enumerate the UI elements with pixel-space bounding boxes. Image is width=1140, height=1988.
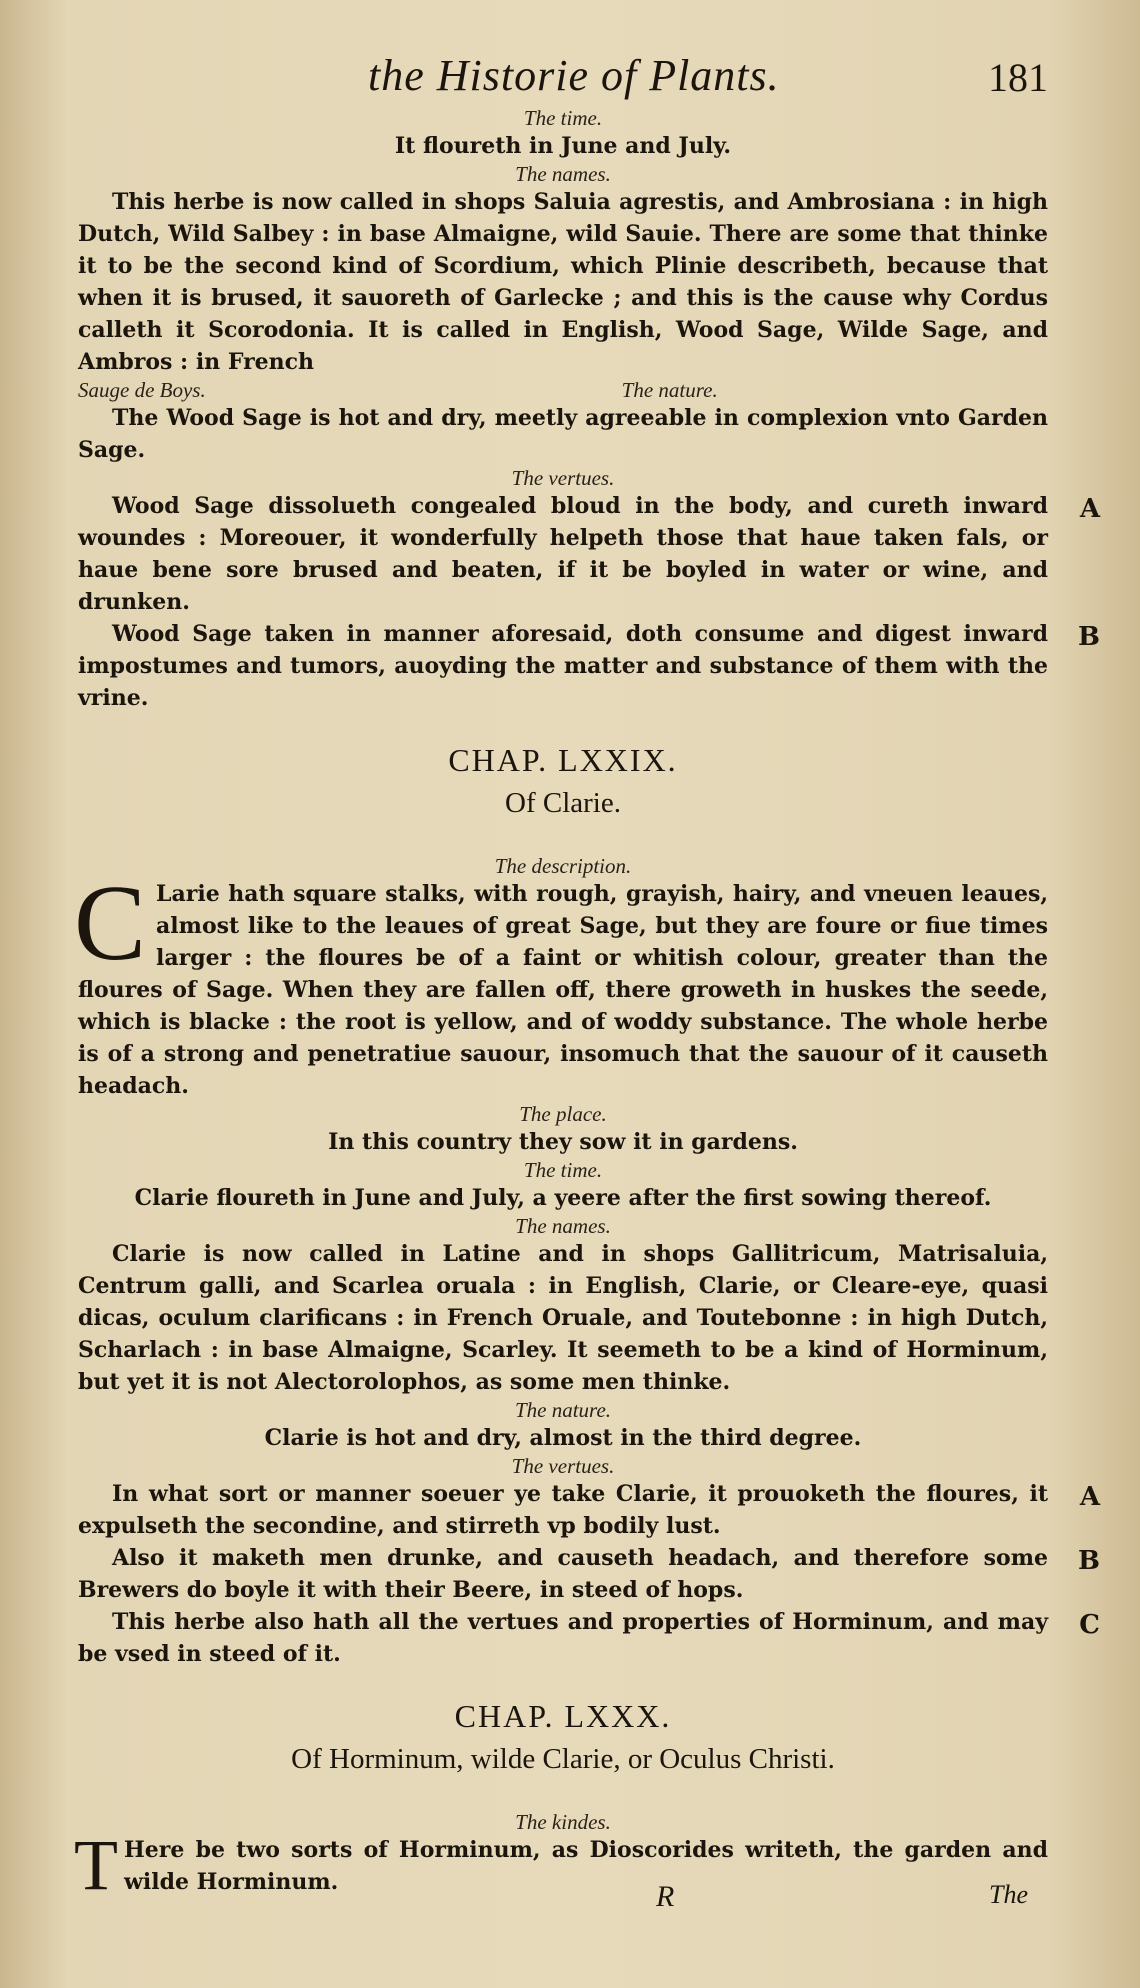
vertue-b — [78, 618, 1100, 714]
section-label-nature: The nature. — [514, 1398, 612, 1422]
vertue-b-text: Wood Sage taken in manner aforesaid, doth consume and digest inward impostumes and tumors, auoyding the matter and substance of them with the vrine. — [78, 621, 1048, 711]
vertue-a — [78, 490, 1100, 618]
names-paragraph: This herbe is now called in shops Saluia agrestis, and Ambrosiana : in high Dutch, Wild Salbey : in base Almaigne, wild Sauie. There are some that thinke it to be the second kind of Scordium, which Plinie describeth, because that when it is brused, it sauoreth of Garlecke ; and this is the cause why Cordus calleth it Scorodonia. It is called in English, Wood Sage, Wilde Sage, and Ambros : in French — [78, 189, 1048, 375]
vertue-b-text: Also it maketh men drunke, and causeth headach, and therefore some Brewers do boyle it with their Beere, in steed of hops. — [78, 1545, 1048, 1603]
section-label-vertues: The vertues. — [511, 466, 615, 490]
running-title: the Historie of Plants. — [368, 51, 780, 100]
section-label-vertues: The vertues. — [511, 1454, 615, 1478]
chapter-heading: CHAP. LXXX. — [454, 1698, 672, 1734]
vertue-b — [78, 1542, 1100, 1606]
section-label-place: The place. — [519, 1102, 607, 1126]
catchword: The — [989, 1880, 1028, 1909]
vertue-c — [78, 1606, 1100, 1670]
section-label-nature: The nature. — [621, 378, 718, 402]
nature-paragraph: The Wood Sage is hot and dry, meetly agreeable in complexion vnto Garden Sage. — [78, 405, 1048, 463]
chapter-heading: CHAP. LXXIX. — [448, 742, 678, 778]
chapter-subtitle: Of Horminum, wilde Clarie, or Oculus Christi. — [291, 1743, 835, 1775]
kindes-paragraph — [74, 1825, 1048, 1905]
margin-letter-b: B — [1078, 1546, 1100, 1576]
time-text: It floureth in June and July. — [394, 133, 732, 159]
vertue-a-text: In what sort or manner soeuer ye take Clarie, it prouoketh the floures, it expulseth the secondine, and stirreth vp bodily lust. — [78, 1481, 1048, 1539]
margin-letter-b: B — [1078, 622, 1100, 652]
vertue-c-text: This herbe also hath all the vertues and properties of Horminum, and may be vsed in steed of it. — [78, 1609, 1048, 1667]
section-label-time: The time. — [523, 106, 603, 130]
section-label-names: The names. — [515, 162, 611, 186]
vertue-a-text: Wood Sage dissolueth congealed bloud in the body, and cureth inward woundes : Moreouer, it wonderfully helpeth those that haue taken fals, or haue bene sore brused and beaten, if it be boyled in water or wine, and drunken. — [78, 493, 1048, 615]
section-label-kindes: The kindes. — [515, 1810, 611, 1834]
kindes-text: Here be two sorts of Horminum, as Dioscorides writeth, the garden and wilde Horminum. — [123, 1837, 1048, 1895]
margin-letter-a: A — [1079, 494, 1100, 524]
names-paragraph: Clarie is now called in Latine and in shops Gallitricum, Matrisaluia, Centrum galli, and Scarlea oruala : in English, Clarie, or Cleare-eye, quasi dicas, oculum clarificans : in French Oruale, and Toutebonne : in high Dutch, Scharlach : in base Almaigne, Scarley. It seemeth to be a kind of Horminum, but yet it is not Alectorolophos, as some men thinke. — [78, 1241, 1048, 1395]
margin-letter-c: C — [1079, 1610, 1100, 1640]
section-label-description: The description. — [494, 854, 632, 878]
page-number: 181 — [988, 55, 1048, 100]
margin-letter-a: A — [1079, 1482, 1100, 1512]
nature-text: Clarie is hot and dry, almost in the third degree. — [264, 1425, 862, 1451]
signature-mark: R — [656, 1880, 675, 1913]
drop-capital: C — [74, 864, 147, 983]
french-name: Sauge de Boys. — [78, 378, 206, 402]
section-label-time: The time. — [523, 1158, 603, 1182]
drop-capital: T — [74, 1825, 118, 1905]
time-text: Clarie floureth in June and July, a yeere after the first sowing thereof. — [134, 1185, 992, 1211]
place-text: In this country they sow it in gardens. — [328, 1129, 798, 1155]
running-header — [78, 44, 1048, 106]
vertue-a — [78, 1478, 1100, 1542]
chapter-subtitle: Of Clarie. — [505, 787, 621, 819]
section-label-names: The names. — [515, 1214, 611, 1238]
description-text: Larie hath square stalks, with rough, grayish, hairy, and vneuen leaues, almost like to the leaues of great Sage, but they are foure or fiue times larger : the floures be of a faint or whitish colour, greater than the floures of Sage. When they are fallen off, there groweth in huskes the seede, which is blacke : the root is yellow, and of woddy substance. The whole herbe is of a strong and penetratiue sauour, insomuch that the sauour of it causeth headach. — [78, 881, 1048, 1099]
